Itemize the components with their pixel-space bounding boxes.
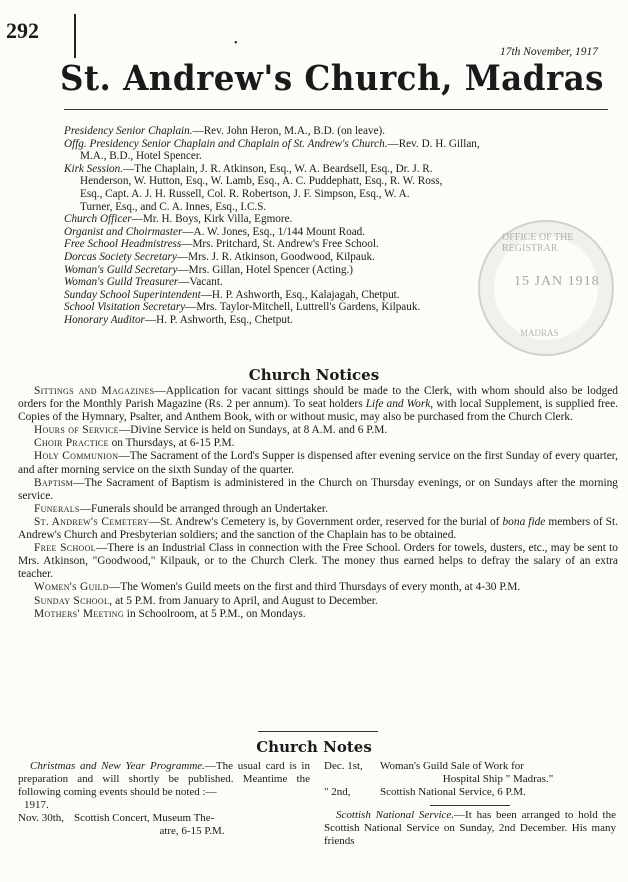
print-mark: • — [234, 38, 238, 49]
notice-heading: Free School — [34, 542, 96, 555]
notice-heading: Sittings and Magazines — [34, 385, 155, 397]
event-text: Woman's Guild Sale of Work for — [380, 760, 524, 772]
notes-left-column — [18, 760, 310, 837]
officer-role: Kirk Session. — [64, 162, 124, 175]
officer-line — [64, 175, 612, 188]
officer-text: —Vacant. — [178, 276, 223, 289]
officer-line — [64, 188, 612, 201]
officer-line — [64, 163, 612, 176]
notice-emphasis: Life and Work, — [365, 398, 434, 411]
registrar-stamp — [478, 220, 614, 356]
officer-text: —Mrs. Pritchard, St. Andrew's Free School. — [181, 238, 379, 251]
notice-text: —The Sacrament of the Lord's Supper is dispensed after evening service on the first Sunday of every quarter, and after morning service on the sixth Sunday of the quarter. — [18, 450, 618, 476]
notice-text: —Application for vacant sittings should be made to the Clerk, with whom should also be lodged orders for the Monthly Parish Magazine (Rs. 2 per annum). To seat holders — [18, 385, 618, 411]
notes-intro — [18, 760, 310, 799]
officer-role: Honorary Auditor — [64, 313, 145, 326]
officer-text: M.A., B.D., Hotel Spencer. — [80, 150, 202, 163]
notice-heading: Holy Communion — [34, 450, 119, 463]
notice-text: —The Women's Guild meets on the first and third Thursdays of every month, at 4-30 P.M. — [108, 581, 521, 594]
notice-heading: Funerals — [34, 502, 80, 515]
officer-role: Offg. Presidency Senior Chaplain and Chaplain of St. Andrew's Church. — [64, 137, 388, 150]
notice-text: with local Supplement, is supplied free. Copies of the Hymnary, Psalter, and Anthem Book, with or without music, may also be purchased from the Church Clerk. — [18, 398, 619, 424]
notice-paragraph — [18, 385, 618, 424]
officer-text: —Rev. John Heron, M.A., B.D. (on leave). — [192, 125, 386, 137]
scottish-service-heading: Scottish National Service. — [336, 808, 455, 821]
officer-role: Free School Headmistress — [64, 238, 182, 251]
notice-text: —There is an Industrial Class in connection with the Free School. Orders for towels, dusters, etc., may be sent to Mrs. Atkinson, "Goodwood," Kilpauk, or to the Church Clerk. The money thus earned helps to defray the salary of an extra teacher. — [18, 542, 618, 581]
notice-heading: St. Andrew's Cemetery — [34, 515, 149, 528]
officer-role: Woman's Guild Secretary — [64, 263, 178, 276]
notice-paragraph — [18, 542, 618, 581]
officer-line — [64, 125, 612, 138]
page-number: 292 — [6, 18, 39, 43]
officer-text: —Mrs. Gillan, Hotel Spencer (Acting.) — [177, 263, 353, 276]
notes-title: Church Notes — [256, 738, 372, 756]
notes-right-rule — [430, 805, 510, 806]
event-date: Dec. 1st, — [324, 760, 363, 772]
notice-paragraph — [18, 581, 618, 594]
event-date: " 2nd, — [324, 785, 351, 798]
officer-text: Esq., Capt. A. J. H. Russell, Col. R. Robertson, J. F. Simpson, Esq., W. A. — [80, 187, 410, 200]
notice-heading: Sunday School, — [34, 594, 113, 607]
officer-role: Dorcas Society Secretary — [64, 250, 177, 263]
notice-text: members of St. Andrew's Church and Presbyterian soldiers; and the sanction of the Chaplain has to be obtained. — [18, 515, 618, 542]
stamp-bottom-text: MADRAS — [520, 328, 559, 338]
notice-emphasis: bona fide — [502, 515, 546, 528]
notice-heading: Baptism — [34, 476, 74, 489]
notice-text: —Divine Service is held on Sundays, at 8 A.M. and 6 P.M. — [118, 424, 388, 437]
officer-role: Woman's Guild Treasurer — [64, 276, 179, 289]
officer-text: —Mr. H. Boys, Kirk Villa, Egmore. — [131, 213, 293, 226]
notice-paragraph — [18, 477, 618, 503]
officer-role: Church Officer — [64, 213, 132, 226]
notes-rule — [258, 731, 378, 732]
masthead-rule — [64, 109, 608, 110]
stamp-date: 15 JAN 1918 — [514, 274, 600, 289]
event-date: Nov. 30th, — [18, 811, 65, 824]
officer-text: —H. P. Ashworth, Esq., Kalajagah, Chetput. — [200, 288, 400, 301]
issue-date: 17th November, 1917 — [499, 46, 598, 58]
notice-paragraph — [18, 450, 618, 476]
notice-text: —St. Andrew's Cemetery is, by Government order, reserved for the burial of — [148, 515, 503, 528]
notes-intro-text: —The usual card is in preparation and will shortly be published. Meantime the following coming events should be noted :— — [18, 760, 310, 798]
officer-role: Organist and Choirmaster — [64, 225, 183, 238]
notes-right-column — [324, 760, 616, 847]
page-number-rule — [74, 14, 76, 58]
notice-paragraph — [18, 595, 618, 608]
officer-text: Turner, Esq., and C. A. Innes, Esq., I.C.S. — [80, 200, 267, 213]
notice-text: —Funerals should be arranged through an Undertaker. — [79, 502, 328, 515]
notice-paragraph — [18, 424, 618, 437]
notice-text: —The Sacrament of Baptism is administered in the Church on Thursday evenings, or on Sundays after the morning service. — [18, 476, 618, 502]
officer-text: —Mrs. J. R. Atkinson, Goodwood, Kilpauk. — [176, 250, 375, 263]
officer-role: Presidency Senior Chaplain. — [64, 125, 193, 137]
notices-title: Church Notices — [248, 366, 380, 384]
notice-heading: Hours of Service — [34, 424, 119, 437]
officer-text: —H. P. Ashworth, Esq., Chetput. — [144, 313, 293, 326]
scottish-service-note — [324, 809, 616, 848]
notice-paragraph — [18, 516, 618, 542]
notes-intro-heading: Christmas and New Year Programme. — [30, 760, 205, 772]
officer-text: —A. W. Jones, Esq., 1/144 Mount Road. — [182, 225, 366, 238]
event-row — [18, 812, 310, 825]
notice-paragraph — [18, 608, 618, 621]
scottish-service-text: —It has been arranged to hold the Scottish National Service on Sunday, 2nd December. His many friends — [324, 808, 616, 847]
notice-text: on Thursdays, at 6-15 P.M. — [108, 437, 235, 450]
officer-role: Sunday School Superintendent — [64, 288, 201, 301]
officer-line — [64, 201, 612, 214]
notice-text: in Schoolroom, at 5 P.M., on Mondays. — [123, 607, 306, 620]
notice-paragraph — [18, 503, 618, 516]
notice-paragraph — [18, 437, 618, 450]
officer-role: School Visitation Secretary — [64, 301, 186, 314]
notice-heading: Mothers' Meeting — [34, 607, 124, 620]
officer-line — [64, 150, 612, 163]
officer-line — [64, 138, 612, 151]
notes-year: 1917. — [24, 798, 49, 811]
officer-text: —Mrs. Taylor-Mitchell, Luttrell's Gardens, Kilpauk. — [185, 301, 421, 314]
notice-heading: Choir Practice — [34, 437, 109, 450]
notice-text: at 5 P.M. from January to April, and August to December. — [112, 594, 378, 607]
event-continuation: atre, 6-15 P.M. — [159, 824, 225, 837]
notice-heading: Women's Guild — [34, 581, 109, 594]
event-row — [324, 760, 616, 773]
masthead-title: St. Andrew's Church, Madras — [60, 58, 604, 99]
notices-body — [18, 385, 618, 621]
officer-text: —The Chaplain, J. R. Atkinson, Esq., W. A. Beardsell, Esq., Dr. J. R. — [123, 162, 433, 175]
event-continuation: Hospital Ship " Madras." — [442, 772, 554, 785]
event-text: Scottish Concert, Museum The- — [74, 811, 215, 824]
event-text: Scottish National Service, 6 P.M. — [380, 785, 526, 798]
officer-text: —Rev. D. H. Gillan, — [387, 137, 480, 150]
event-row — [324, 786, 616, 799]
officer-text: Henderson, W. Hutton, Esq., W. Lamb, Esq., A. C. Puddephatt, Esq., R. W. Ross, — [80, 175, 443, 188]
stamp-top-text: OFFICE OF THE REGISTRAR — [502, 232, 574, 254]
